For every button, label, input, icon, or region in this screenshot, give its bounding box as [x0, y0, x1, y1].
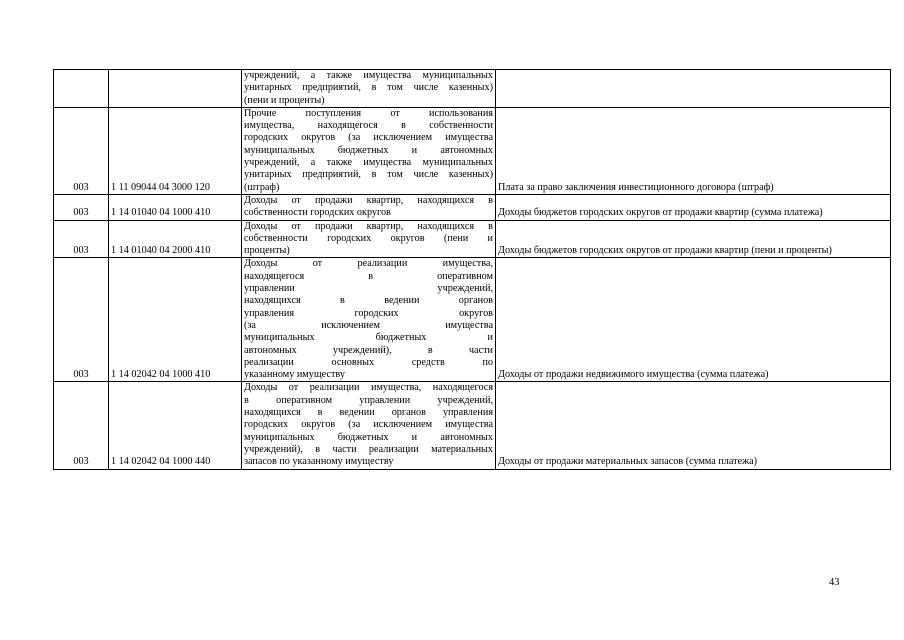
budget-code-cell: 1 11 09044 04 3000 120 — [109, 107, 242, 194]
description-line: муниципальных бюджетных и — [244, 332, 493, 344]
table-row — [54, 220, 891, 258]
revenue-description-cell — [242, 70, 496, 108]
description-line: унитарных предприятий, в том числе казенных) — [244, 82, 493, 94]
revenue-description-cell — [242, 220, 496, 258]
admin-code-cell: 003 — [54, 258, 109, 382]
table-row — [54, 382, 891, 469]
description-line: муниципальных бюджетных и автономных — [244, 144, 493, 156]
admin-code-cell: 003 — [54, 382, 109, 469]
description-line: находящихся в ведении органов — [244, 295, 493, 307]
description-line: Доходы от реализации имущества, находящегося — [244, 382, 493, 394]
description-line: управлении учреждений, — [244, 283, 493, 295]
description-line: учреждений, а также имущества муниципальных — [244, 70, 493, 81]
revenue-description-cell — [242, 194, 496, 220]
admin-code-cell: 003 — [54, 107, 109, 194]
description-line: учреждений, а также имущества муниципальных — [244, 157, 493, 169]
payment-name-cell: Доходы бюджетов городских округов от продажи квартир (сумма платежа) — [496, 194, 891, 220]
description-line: городских округов (за исключением имущества — [244, 419, 493, 431]
budget-code-cell — [109, 70, 242, 108]
budget-code-cell: 1 14 01040 04 1000 410 — [109, 194, 242, 220]
payment-name-cell: Доходы бюджетов городских округов от продажи квартир (пени и проценты) — [496, 220, 891, 258]
description-line: (за исключением имущества — [244, 319, 493, 331]
description-last-line: собственности городских округов — [244, 207, 391, 219]
table-row — [54, 107, 891, 194]
description-line: учреждений), в части реализации материальных — [244, 443, 493, 455]
description-line: находящихся в ведении органов управления — [244, 407, 493, 419]
description-line: Доходы от продажи квартир, находящихся в — [244, 194, 493, 206]
description-last-line: запасов по указанному имуществу — [244, 456, 394, 468]
revenue-description-cell — [242, 382, 496, 469]
description-line: имущества, находящегося в собственности — [244, 120, 493, 132]
budget-code-cell: 1 14 02042 04 1000 410 — [109, 258, 242, 382]
page-number: 43 — [829, 577, 840, 588]
description-line: реализации основных средств по — [244, 356, 493, 368]
budget-code-cell: 1 14 01040 04 2000 410 — [109, 220, 242, 258]
revenue-description-cell — [242, 107, 496, 194]
description-last-line: проценты) — [244, 245, 290, 257]
revenue-description-cell — [242, 258, 496, 382]
description-line: унитарных предприятий, в том числе казенных) — [244, 169, 493, 181]
description-line: находящегося в оперативном — [244, 270, 493, 282]
description-line: Доходы от реализации имущества, — [244, 258, 493, 270]
table-row — [54, 258, 891, 382]
description-last-line: указанному имуществу — [244, 369, 345, 381]
description-line: Прочие поступления от использования — [244, 107, 493, 119]
description-line: муниципальных бюджетных и автономных — [244, 431, 493, 443]
payment-name-cell: Плата за право заключения инвестиционного договора (штраф) — [496, 107, 891, 194]
description-line: в оперативном управлении учреждений, — [244, 394, 493, 406]
description-last-line: (пени и проценты) — [244, 94, 325, 106]
payment-name-cell: Доходы от продажи материальных запасов (сумма платежа) — [496, 382, 891, 469]
budget-code-cell: 1 14 02042 04 1000 440 — [109, 382, 242, 469]
description-line: автономных учреждений), в части — [244, 344, 493, 356]
admin-code-cell — [54, 70, 109, 108]
table-row — [54, 70, 891, 108]
description-line: управления городских округов — [244, 307, 493, 319]
description-line: собственности городских округов (пени и — [244, 232, 493, 244]
table-body — [54, 70, 891, 470]
table-row — [54, 194, 891, 220]
description-line: Доходы от продажи квартир, находящихся в — [244, 220, 493, 232]
revenue-codes-table — [53, 69, 891, 470]
admin-code-cell: 003 — [54, 220, 109, 258]
payment-name-cell — [496, 70, 891, 108]
description-last-line: (штраф) — [244, 181, 280, 193]
payment-name-cell: Доходы от продажи недвижимого имущества (сумма платежа) — [496, 258, 891, 382]
description-line: городских округов (за исключением имущества — [244, 132, 493, 144]
admin-code-cell: 003 — [54, 194, 109, 220]
